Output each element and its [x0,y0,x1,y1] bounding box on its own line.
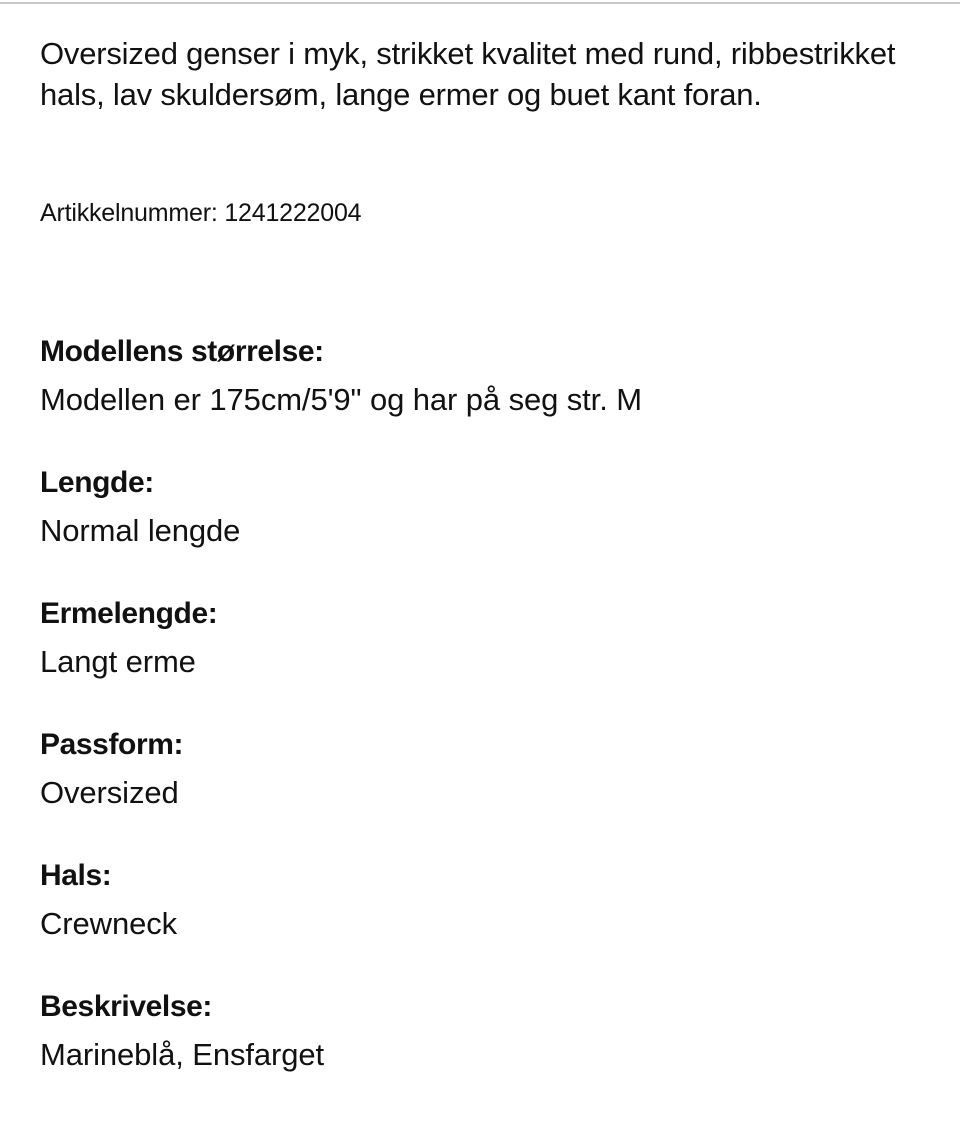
spec-fit [40,725,940,813]
spec-label: Passform: [40,728,184,761]
product-description: Oversized genser i myk, strikket kvalitet med rund, ribbestrikket hals, lav skuldersøm, lange ermer og buet kant foran. [40,36,896,112]
spec-value: Normal lengde [40,513,241,548]
top-divider [0,2,960,4]
spec-sleeve-length [40,594,940,682]
spec-label: Ermelengde: [40,597,218,630]
spec-model-size [40,332,940,420]
spec-label: Modellens størrelse: [40,335,324,368]
spec-value: Modellen er 175cm/5'9" og har på seg str. M [40,382,642,417]
spec-value: Langt erme [40,644,196,679]
spec-value: Oversized [40,775,179,810]
article-number: Artikkelnummer: 1241222004 [40,199,362,227]
spec-description [40,987,940,1075]
spec-length [40,463,940,551]
spec-value: Marineblå, Ensfarget [40,1037,325,1072]
spec-neck [40,856,940,944]
spec-label: Hals: [40,859,112,892]
spec-value: Crewneck [40,906,178,941]
spec-label: Beskrivelse: [40,990,212,1023]
spec-label: Lengde: [40,466,154,499]
